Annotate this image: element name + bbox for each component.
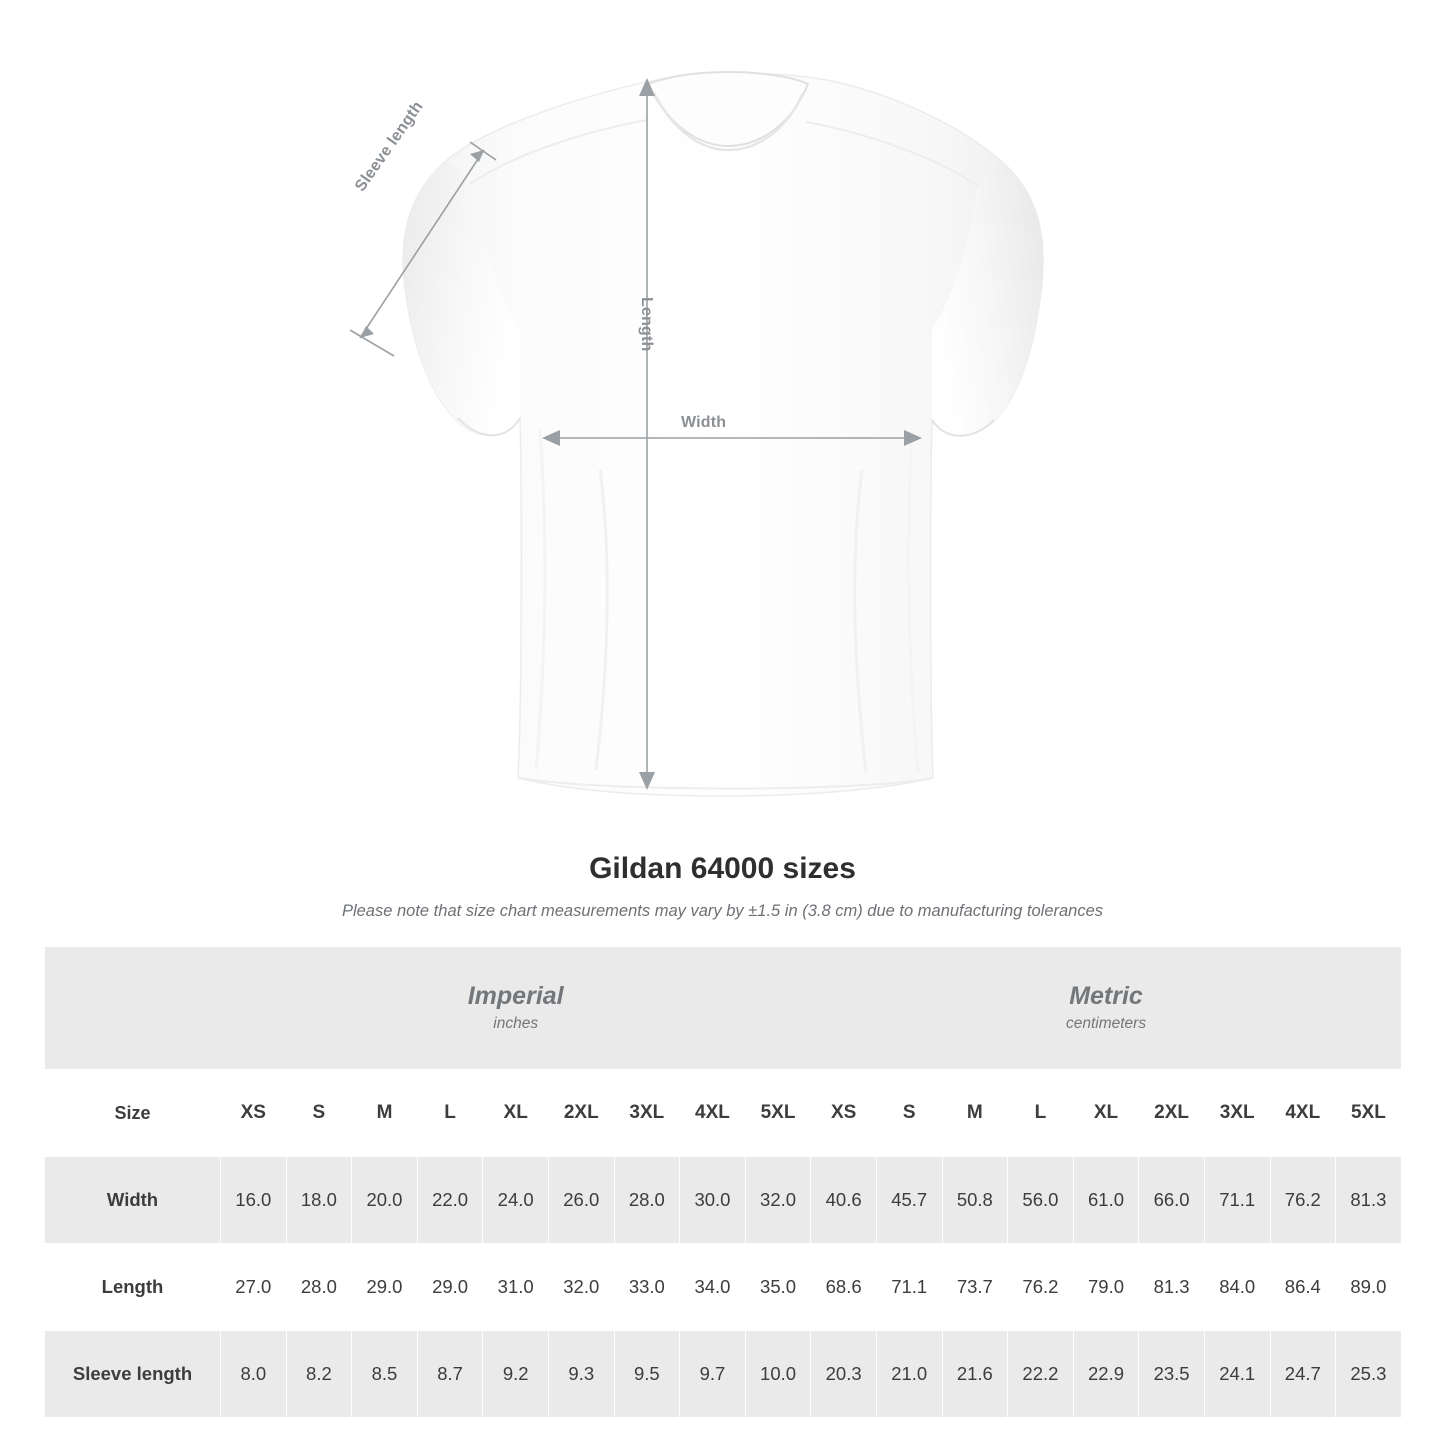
size-chart-table-wrapper xyxy=(44,947,1401,1418)
table-cell: 73.7 xyxy=(942,1244,1008,1331)
size-header-cell: M xyxy=(942,1070,1008,1157)
table-cell: 20.3 xyxy=(811,1331,877,1418)
table-cell: 22.2 xyxy=(1008,1331,1074,1418)
table-cell: 32.0 xyxy=(745,1157,811,1244)
table-cell: 21.0 xyxy=(876,1331,942,1418)
table-cell: 8.5 xyxy=(352,1331,418,1418)
table-cell: 9.7 xyxy=(680,1331,746,1418)
unit-group-metric-sub: centimeters xyxy=(1065,1015,1147,1032)
table-cell: 33.0 xyxy=(614,1244,680,1331)
size-header-cell: 3XL xyxy=(1204,1070,1270,1157)
row-header-size: Size xyxy=(45,1070,221,1157)
size-header-cell: 2XL xyxy=(548,1070,614,1157)
length-dimension-label: Length xyxy=(638,297,655,352)
table-row xyxy=(45,1157,1402,1244)
table-cell: 71.1 xyxy=(876,1244,942,1331)
table-cell: 29.0 xyxy=(417,1244,483,1331)
row-header-sleeve-length: Sleeve length xyxy=(45,1331,221,1418)
sleeve-length-dimension-label: Sleeve length xyxy=(352,98,427,195)
unit-group-imperial-sub: inches xyxy=(493,1015,539,1032)
table-cell: 30.0 xyxy=(680,1157,746,1244)
table-cell: 9.3 xyxy=(548,1331,614,1418)
table-cell: 28.0 xyxy=(614,1157,680,1244)
size-header-cell: 2XL xyxy=(1139,1070,1205,1157)
page-title: Gildan 64000 sizes xyxy=(589,852,856,885)
table-cell: 89.0 xyxy=(1336,1244,1402,1331)
size-header-cell: 5XL xyxy=(1336,1070,1402,1157)
table-cell: 10.0 xyxy=(745,1331,811,1418)
size-header-cell: XS xyxy=(811,1070,877,1157)
size-header-cell: S xyxy=(876,1070,942,1157)
table-cell: 31.0 xyxy=(483,1244,549,1331)
table-cell: 32.0 xyxy=(548,1244,614,1331)
table-cell: 66.0 xyxy=(1139,1157,1205,1244)
unit-corner-cell xyxy=(45,947,221,1070)
table-cell: 26.0 xyxy=(548,1157,614,1244)
table-cell: 40.6 xyxy=(811,1157,877,1244)
table-cell: 20.0 xyxy=(352,1157,418,1244)
size-header-cell: L xyxy=(417,1070,483,1157)
table-cell: 76.2 xyxy=(1008,1244,1074,1331)
size-header-cell: M xyxy=(352,1070,418,1157)
table-row xyxy=(45,1244,1402,1331)
size-header-cell: 5XL xyxy=(745,1070,811,1157)
table-cell: 45.7 xyxy=(876,1157,942,1244)
table-cell: 29.0 xyxy=(352,1244,418,1331)
table-cell: 79.0 xyxy=(1073,1244,1139,1331)
table-cell: 9.2 xyxy=(483,1331,549,1418)
unit-group-metric-name: Metric xyxy=(1069,981,1143,1010)
table-cell: 84.0 xyxy=(1204,1244,1270,1331)
size-chart-table xyxy=(44,947,1402,1418)
width-dimension-label: Width xyxy=(681,414,727,431)
size-header-cell: 4XL xyxy=(680,1070,746,1157)
size-header-cell: 4XL xyxy=(1270,1070,1336,1157)
table-cell: 22.9 xyxy=(1073,1331,1139,1418)
table-cell: 24.1 xyxy=(1204,1331,1270,1418)
table-cell: 86.4 xyxy=(1270,1244,1336,1331)
size-header-cell: XL xyxy=(1073,1070,1139,1157)
table-cell: 50.8 xyxy=(942,1157,1008,1244)
table-cell: 18.0 xyxy=(286,1157,352,1244)
table-cell: 28.0 xyxy=(286,1244,352,1331)
size-header-cell: XL xyxy=(483,1070,549,1157)
size-header-cell: L xyxy=(1008,1070,1074,1157)
table-cell: 24.7 xyxy=(1270,1331,1336,1418)
table-row xyxy=(45,1331,1402,1418)
size-header-cell: XS xyxy=(221,1070,287,1157)
row-header-length: Length xyxy=(45,1244,221,1331)
row-header-width: Width xyxy=(45,1157,221,1244)
table-cell: 8.2 xyxy=(286,1331,352,1418)
unit-group-row xyxy=(45,947,1402,1070)
size-header-cell: 3XL xyxy=(614,1070,680,1157)
size-header-cell: S xyxy=(286,1070,352,1157)
table-cell: 27.0 xyxy=(221,1244,287,1331)
table-cell: 68.6 xyxy=(811,1244,877,1331)
size-header-row xyxy=(45,1070,1402,1157)
table-cell: 35.0 xyxy=(745,1244,811,1331)
table-cell: 76.2 xyxy=(1270,1157,1336,1244)
table-cell: 16.0 xyxy=(221,1157,287,1244)
table-cell: 8.7 xyxy=(417,1331,483,1418)
table-cell: 22.0 xyxy=(417,1157,483,1244)
table-cell: 81.3 xyxy=(1336,1157,1402,1244)
unit-group-imperial-name: Imperial xyxy=(467,981,564,1010)
table-cell: 56.0 xyxy=(1008,1157,1074,1244)
table-cell: 21.6 xyxy=(942,1331,1008,1418)
unit-group-metric xyxy=(811,947,1401,1070)
table-cell: 34.0 xyxy=(680,1244,746,1331)
table-cell: 81.3 xyxy=(1139,1244,1205,1331)
table-cell: 71.1 xyxy=(1204,1157,1270,1244)
table-cell: 25.3 xyxy=(1336,1331,1402,1418)
table-cell: 9.5 xyxy=(614,1331,680,1418)
table-cell: 24.0 xyxy=(483,1157,549,1244)
table-cell: 8.0 xyxy=(221,1331,287,1418)
unit-group-imperial xyxy=(221,947,811,1070)
table-cell: 23.5 xyxy=(1139,1331,1205,1418)
tolerance-note: Please note that size chart measurements may vary by ±1.5 in (3.8 cm) due to manufacturing tolerances xyxy=(341,902,1104,920)
table-cell: 61.0 xyxy=(1073,1157,1139,1244)
